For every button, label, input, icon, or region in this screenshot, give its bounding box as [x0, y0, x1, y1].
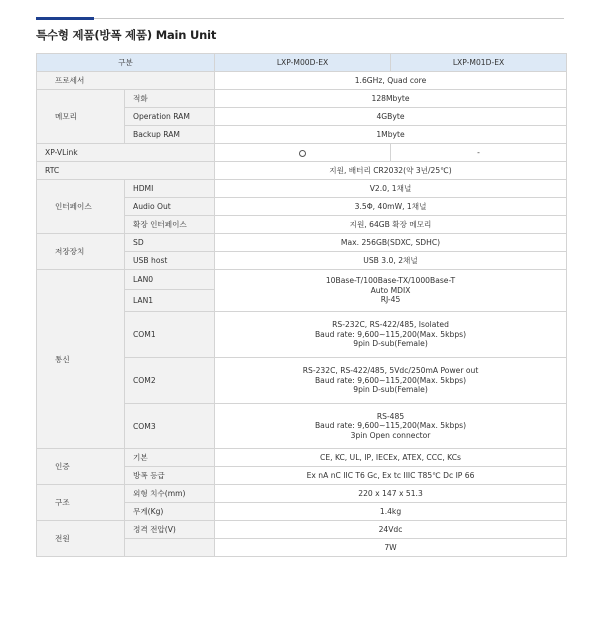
power-voltage-value: 24Vdc: [215, 521, 567, 539]
row-label-cert: 인증: [37, 449, 125, 485]
comm-com2-label: COM2: [125, 358, 215, 404]
xpvlink-model1-value: [215, 144, 391, 162]
title-accent-bar: [36, 17, 94, 20]
table-row: [37, 485, 567, 503]
interface-ext-value: 지원, 64GB 확장 메모리: [215, 216, 567, 234]
storage-sd-value: Max. 256GB(SDXC, SDHC): [215, 234, 567, 252]
header-category: 구분: [37, 54, 215, 72]
row-label-rtc: RTC: [37, 162, 215, 180]
com2-value-line: RS-232C, RS-422/485, 5Vdc/250mA Power out: [302, 366, 479, 376]
interface-ext-label: 확장 인터페이스: [125, 216, 215, 234]
row-label-interface: 인터페이스: [37, 180, 125, 234]
comm-lan1-label: LAN1: [125, 290, 215, 312]
com2-value-line: Baud rate: 9,600~115,200(Max. 5kbps): [314, 375, 467, 385]
com1-value-line: RS-232C, RS-422/485, Isolated: [332, 320, 449, 330]
comm-com3-value: [215, 404, 567, 449]
header-model-1: LXP-M00D-EX: [215, 54, 391, 72]
row-label-processor: 프로세서: [37, 72, 215, 90]
header-model-2: LXP-M01D-EX: [391, 54, 567, 72]
table-row: [37, 234, 567, 252]
com1-value-line: Baud rate: 9,600~115,200(Max. 5kbps): [314, 329, 467, 339]
structure-weight-label: 무게(Kg): [125, 503, 215, 521]
com2-value-line: 9pin D-sub(Female): [353, 385, 428, 395]
com3-value-line: Baud rate: 9,600~115,200(Max. 5kbps): [314, 421, 467, 431]
storage-usb-label: USB host: [125, 252, 215, 270]
interface-hdmi-label: HDMI: [125, 180, 215, 198]
cert-basic-value: CE, KC, UL, IP, IECEx, ATEX, CCC, KCs: [215, 449, 567, 467]
table-row: [37, 270, 567, 290]
storage-sd-label: SD: [125, 234, 215, 252]
power-consumption-label: [125, 539, 215, 557]
table-row: [37, 521, 567, 539]
row-label-storage: 저장장치: [37, 234, 125, 270]
com3-value-line: RS-485: [376, 411, 405, 421]
page-title: 특수형 제품(방폭 제품) Main Unit: [36, 28, 217, 42]
row-label-structure: 구조: [37, 485, 125, 521]
header-row: [37, 54, 567, 72]
comm-com1-label: COM1: [125, 312, 215, 358]
row-label-comm: 통신: [37, 270, 125, 449]
processor-value: 1.6GHz, Quad core: [215, 72, 567, 90]
table-row: [37, 72, 567, 90]
interface-audio-label: Audio Out: [125, 198, 215, 216]
table-row: [37, 90, 567, 108]
lan-value-line: RJ-45: [380, 295, 401, 305]
structure-dim-label: 외형 치수(mm): [125, 485, 215, 503]
row-label-xpvlink: XP-VLink: [37, 144, 215, 162]
title-rule: [36, 18, 564, 19]
rtc-value: 지원, 배터리 CR2032(약 3년/25℃): [215, 162, 567, 180]
cert-basic-label: 기본: [125, 449, 215, 467]
comm-lan0-label: LAN0: [125, 270, 215, 290]
structure-weight-value: 1.4kg: [215, 503, 567, 521]
table-row: [37, 162, 567, 180]
spec-table: [36, 53, 567, 557]
supported-circle-icon: [299, 150, 306, 157]
comm-com1-value: [215, 312, 567, 358]
memory-backup-value: 1Mbyte: [215, 126, 567, 144]
comm-com2-value: [215, 358, 567, 404]
interface-audio-value: 3.5Φ, 40mW, 1채널: [215, 198, 567, 216]
memory-backup-label: Backup RAM: [125, 126, 215, 144]
cert-ex-value: Ex nA nC IIC T6 Gc, Ex tc IIIC T85℃ Dc IP 66: [215, 467, 567, 485]
xpvlink-model2-value: -: [391, 144, 567, 162]
memory-ram-value: 4GByte: [215, 108, 567, 126]
row-label-power: 전원: [37, 521, 125, 557]
lan-value-line: 10Base-T/100Base-TX/1000Base-T: [325, 276, 456, 286]
power-consumption-value: 7W: [215, 539, 567, 557]
lan-value-line: Auto MDIX: [370, 285, 411, 295]
cert-ex-label: 방폭 등급: [125, 467, 215, 485]
comm-lan-value: [215, 270, 567, 312]
com3-value-line: 3pin Open connector: [350, 430, 431, 440]
comm-com3-label: COM3: [125, 404, 215, 449]
table-row: [37, 449, 567, 467]
power-voltage-label: 정격 전압(V): [125, 521, 215, 539]
structure-dim-value: 220 x 147 x 51.3: [215, 485, 567, 503]
memory-flash-value: 128Mbyte: [215, 90, 567, 108]
memory-flash-label: 적화: [125, 90, 215, 108]
storage-usb-value: USB 3.0, 2채널: [215, 252, 567, 270]
com1-value-line: 9pin D-sub(Female): [353, 339, 428, 349]
row-label-memory: 메모리: [37, 90, 125, 144]
interface-hdmi-value: V2.0, 1채널: [215, 180, 567, 198]
table-row: [37, 144, 567, 162]
table-row: [37, 180, 567, 198]
memory-ram-label: Operation RAM: [125, 108, 215, 126]
